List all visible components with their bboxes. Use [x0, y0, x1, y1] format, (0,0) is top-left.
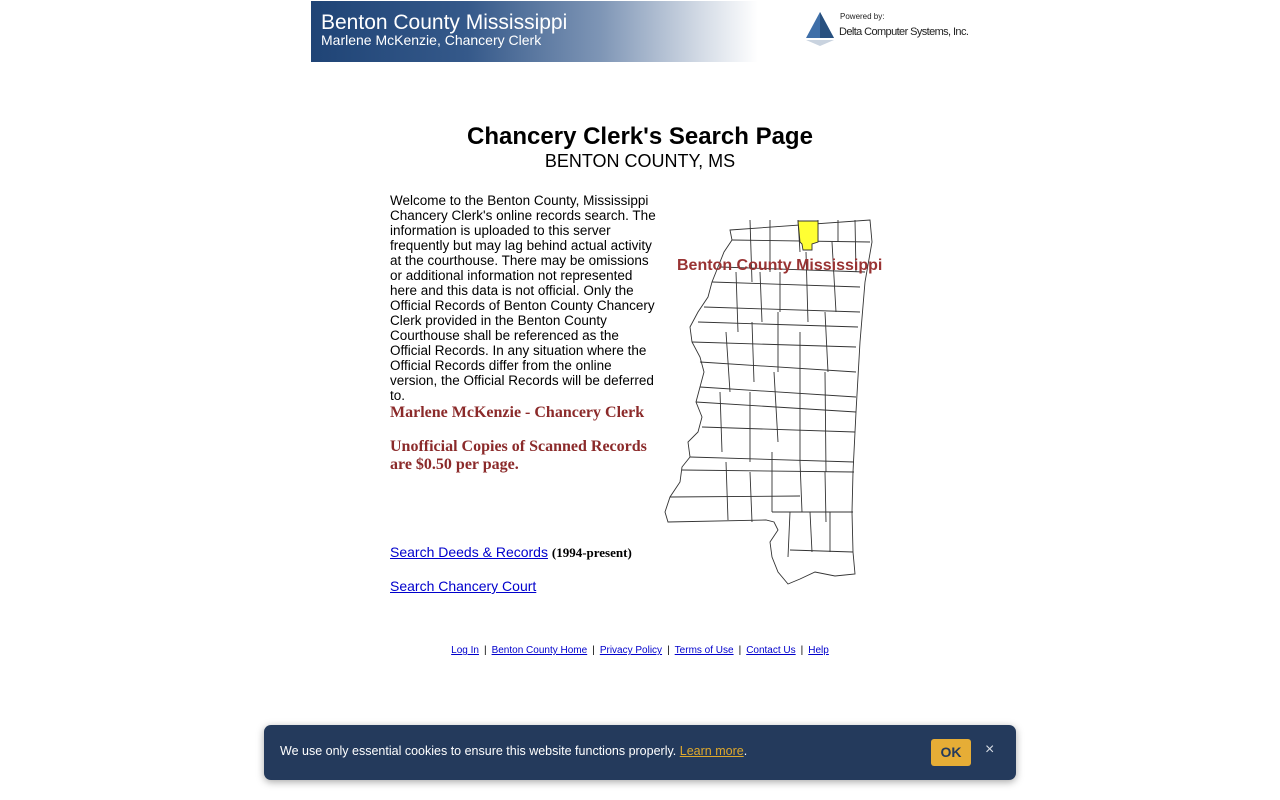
- cookie-message: [280, 744, 747, 758]
- close-icon[interactable]: ×: [985, 741, 995, 758]
- clerk-name-heading: Marlene McKenzie - Chancery Clerk: [390, 404, 645, 421]
- cookie-banner: [264, 725, 1016, 780]
- search-deeds-link[interactable]: Search Deeds & Records: [390, 544, 548, 560]
- cookie-text: We use only essential cookies to ensure this website functions properly.: [280, 744, 677, 758]
- footer-terms-link[interactable]: Terms of Use: [674, 645, 734, 656]
- footer-links: [0, 645, 1280, 656]
- deeds-link-row: [390, 544, 632, 561]
- welcome-text: Welcome to the Benton County, Mississippi Chancery Clerk's online records search. The information is uploaded to this server frequently but may lag behind actual activity at the courthouse. There may be omissions or additional information not represented here and this data is not official. Only the Official Records of Benton County Chancery Clerk provided in the Benton County Courthouse shall be referenced as the Official Records. In any situation where the Official Records differ from the online version, the Official Records will be deferred to.: [390, 193, 656, 403]
- header-banner: [311, 1, 758, 62]
- search-chancery-court-link[interactable]: Search Chancery Court: [390, 578, 537, 594]
- delta-logo-icon: [804, 10, 836, 50]
- clerk-subtitle: Marlene McKenzie, Chancery Clerk: [321, 32, 542, 48]
- page-subtitle: BENTON COUNTY, MS: [544, 151, 736, 171]
- footer-contact-link[interactable]: Contact Us: [746, 645, 796, 656]
- footer-login-link[interactable]: Log In: [451, 645, 479, 656]
- court-link-row: [390, 578, 536, 594]
- footer-separator: |: [738, 645, 742, 656]
- powered-by-label: Powered by:: [840, 12, 885, 21]
- copies-price-notice: Unofficial Copies of Scanned Records are $0.50 per page.: [390, 438, 647, 473]
- powered-by-logo: [804, 10, 969, 50]
- vendor-name: Delta Computer Systems, Inc.: [839, 26, 969, 38]
- map-label: Benton County Mississippi: [677, 257, 883, 274]
- cookie-ok-button[interactable]: OK: [931, 739, 971, 766]
- footer-separator: |: [667, 645, 670, 656]
- county-title: Benton County Mississippi: [321, 11, 568, 34]
- footer-separator: |: [483, 645, 487, 656]
- footer-county-home-link[interactable]: Benton County Home: [491, 645, 588, 656]
- footer-privacy-link[interactable]: Privacy Policy: [599, 645, 663, 656]
- deeds-date-range: (1994-present): [551, 545, 632, 560]
- footer-help-link[interactable]: Help: [808, 645, 829, 656]
- page-title: Chancery Clerk's Search Page: [467, 123, 813, 150]
- footer-separator: |: [592, 645, 595, 656]
- cookie-learn-more-link[interactable]: Learn more: [679, 744, 744, 758]
- cookie-period: .: [743, 744, 748, 758]
- footer-separator: |: [800, 645, 804, 656]
